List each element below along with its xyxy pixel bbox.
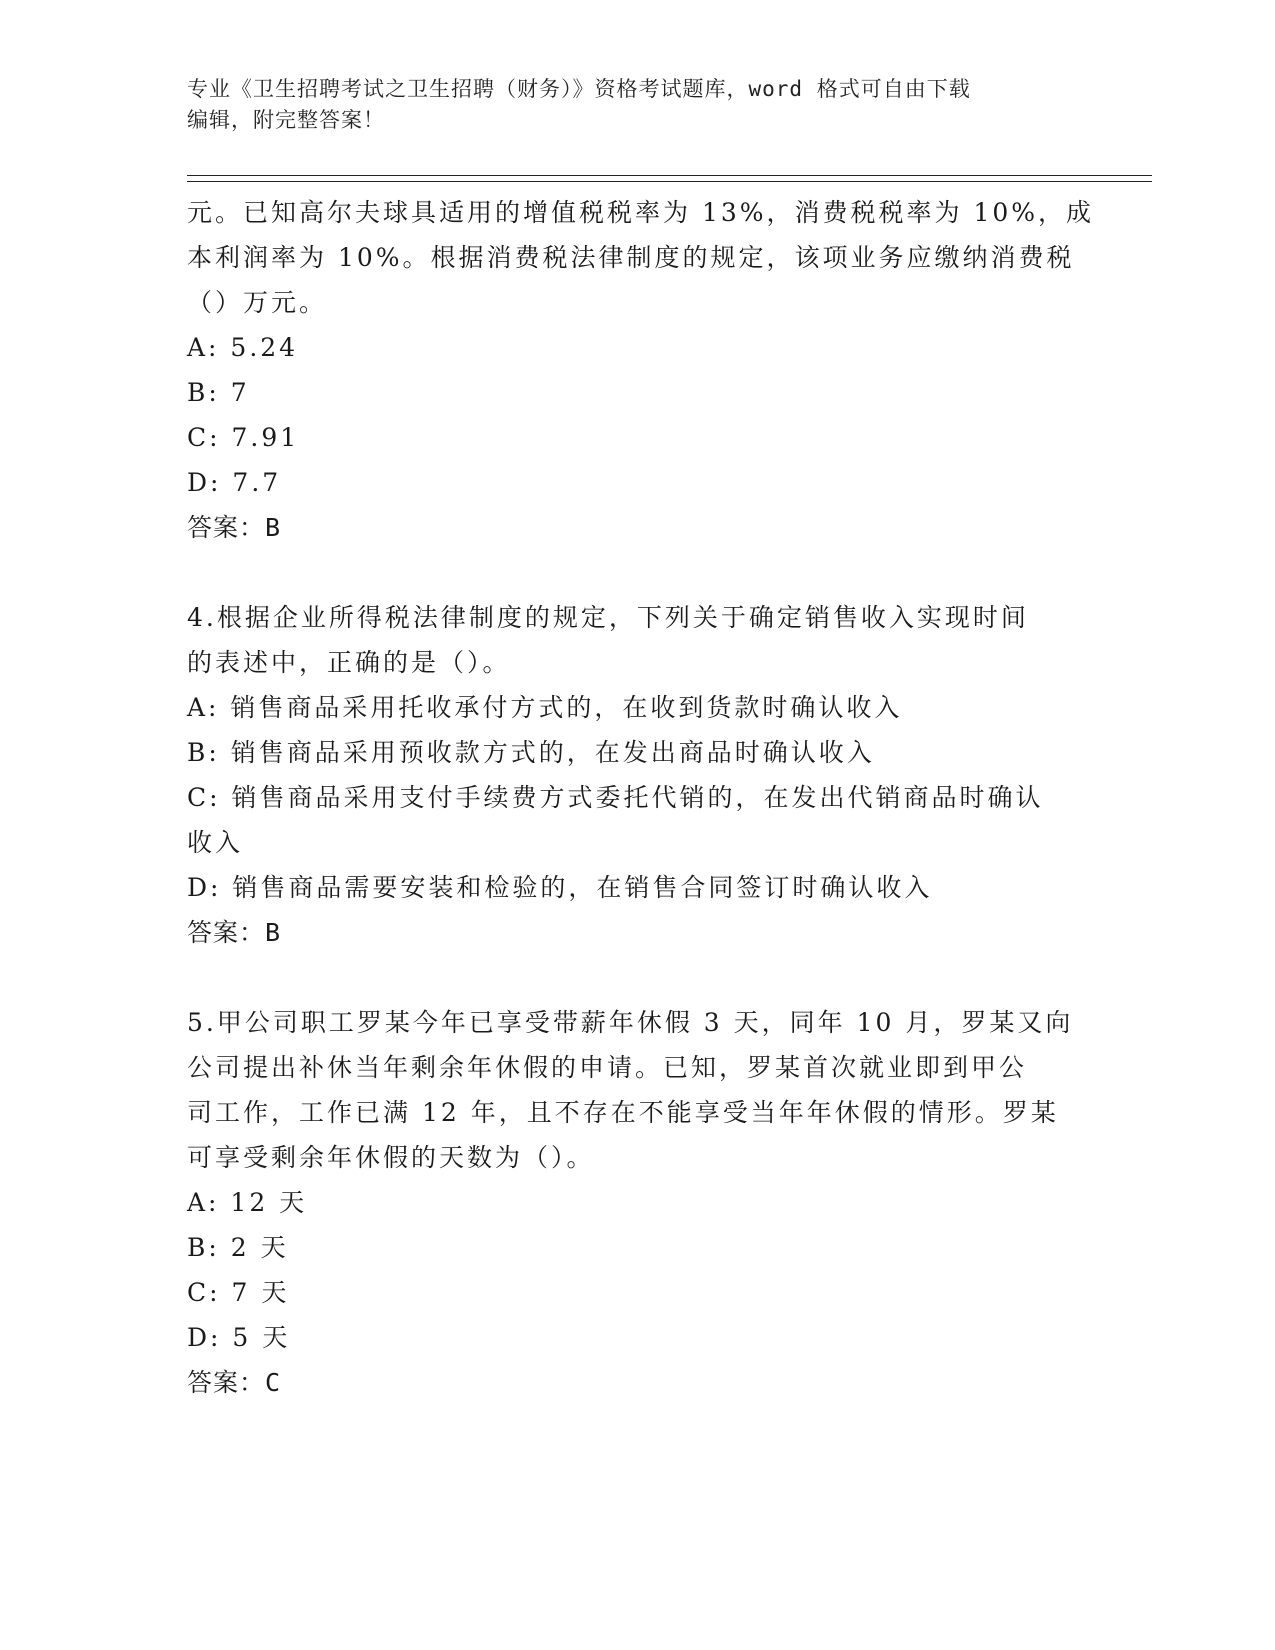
question-5-option-d: D: 5 天 xyxy=(187,1323,291,1352)
document-header xyxy=(187,74,1087,136)
question-3-text-line: 元。已知高尔夫球具适用的增值税税率为 13%，消费税税率为 10%，成 xyxy=(187,198,1095,227)
question-4-text-line: 4.根据企业所得税法律制度的规定，下列关于确定销售收入实现时间 xyxy=(187,603,1029,632)
question-4-option-a: A: 销售商品采用托收承付方式的，在收到货款时确认收入 xyxy=(187,693,903,722)
question-4-option-b: B: 销售商品采用预收款方式的，在发出商品时确认收入 xyxy=(187,738,875,767)
question-3-option-c: C: 7.91 xyxy=(187,423,300,452)
spacer xyxy=(187,550,1087,595)
question-4 xyxy=(187,595,1087,955)
question-5-answer: 答案：C xyxy=(187,1368,282,1397)
spacer xyxy=(187,955,1087,1000)
question-5-text-line: 司工作，工作已满 12 年，且不存在不能享受当年年休假的情形。罗某 xyxy=(187,1098,1059,1127)
question-5-text-line: 可享受剩余年休假的天数为（）。 xyxy=(187,1143,595,1172)
question-5-text-line: 5.甲公司职工罗某今年已享受带薪年休假 3 天，同年 10 月，罗某又向 xyxy=(187,1008,1074,1037)
question-content xyxy=(187,190,1095,1405)
question-5-option-c: C: 7 天 xyxy=(187,1278,290,1307)
question-3-option-a: A: 5.24 xyxy=(187,333,299,362)
header-rule-bottom xyxy=(187,181,1152,182)
question-3-option-b: B: 7 xyxy=(187,378,250,407)
question-3-text-line: 本利润率为 10%。根据消费税法律制度的规定，该项业务应缴纳消费税 xyxy=(187,243,1075,272)
question-3-text-line: （）万元。 xyxy=(187,288,328,317)
question-5-text-line: 公司提出补休当年剩余年休假的申请。已知，罗某首次就业即到甲公 xyxy=(187,1053,1028,1082)
header-rule-top xyxy=(187,175,1152,176)
question-4-text-line: 的表述中，正确的是（）。 xyxy=(187,648,511,677)
question-5-option-a: A: 12 天 xyxy=(187,1188,308,1217)
question-4-answer: 答案：B xyxy=(187,918,282,947)
question-5-option-b: B: 2 天 xyxy=(187,1233,289,1262)
question-4-option-d: D: 销售商品需要安装和检验的，在销售合同签订时确认收入 xyxy=(187,873,933,902)
question-3 xyxy=(187,190,1095,550)
question-4-option-c-continued: 收入 xyxy=(187,828,244,857)
question-4-option-c: C: 销售商品采用支付手续费方式委托代销的，在发出代销商品时确认 xyxy=(187,783,1044,812)
question-5 xyxy=(187,1000,1087,1405)
question-3-answer: 答案：B xyxy=(187,513,282,542)
question-3-option-d: D: 7.7 xyxy=(187,468,282,497)
header-line-2: 编辑，附完整答案！ xyxy=(187,108,385,132)
header-line-1: 专业《卫生招聘考试之卫生招聘（财务）》资格考试题库，word 格式可自由下载 xyxy=(187,77,971,101)
